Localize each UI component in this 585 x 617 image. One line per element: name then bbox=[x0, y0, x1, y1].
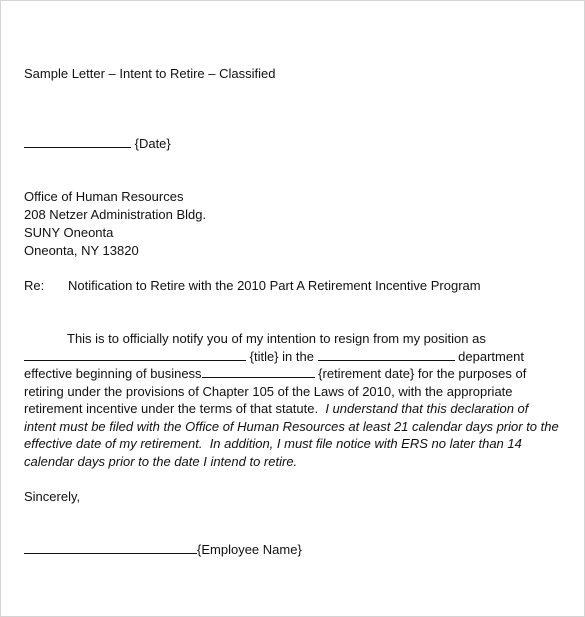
body-line-8: calendar days prior to the date I intend to retire. bbox=[24, 454, 298, 469]
signature-line bbox=[24, 541, 302, 559]
body-line-1: This is to officially notify you of my intention to resign from my position as bbox=[67, 331, 486, 346]
retirement-date-label: {retirement date} bbox=[314, 366, 415, 381]
body-line-6: intent must be filed with the Office of Human Resources at least 21 calendar days prior to the bbox=[24, 419, 559, 434]
department-label: department bbox=[454, 349, 524, 364]
department-blank bbox=[318, 348, 455, 361]
title-blank bbox=[24, 348, 246, 361]
date-label: {Date} bbox=[131, 136, 171, 151]
letter-heading: Sample Letter – Intent to Retire – Classified bbox=[24, 66, 276, 81]
statute-text: retirement incentive under the terms of that statute. bbox=[24, 401, 326, 416]
title-field-label: {title} in the bbox=[246, 349, 318, 364]
body-line-2 bbox=[24, 348, 524, 366]
retirement-date-blank bbox=[202, 365, 315, 378]
signature-label: {Employee Name} bbox=[197, 542, 302, 557]
address-line-2: 208 Netzer Administration Bldg. bbox=[24, 207, 207, 222]
body-line-7: effective date of my retirement. In addition, I must file notice with ERS no later than 14 bbox=[24, 436, 522, 451]
body-line-5 bbox=[24, 400, 528, 418]
effective-text: effective beginning of business bbox=[24, 366, 202, 381]
date-line bbox=[24, 135, 171, 153]
signature-blank bbox=[24, 541, 197, 554]
address-line-4: Oneonta, NY 13820 bbox=[24, 243, 139, 258]
subject-line bbox=[24, 277, 481, 295]
body-line-4: retiring under the provisions of Chapter 105 of the Laws of 2010, with the appropriate bbox=[24, 384, 513, 399]
address-line-1: Office of Human Resources bbox=[24, 189, 184, 204]
declaration-text: I understand that this declaration of bbox=[325, 401, 529, 416]
purposes-text: for the purposes of bbox=[414, 366, 527, 381]
subject-re-label: Re: bbox=[24, 278, 45, 293]
closing: Sincerely, bbox=[24, 489, 81, 504]
address-line-3: SUNY Oneonta bbox=[24, 225, 114, 240]
subject-text: Notification to Retire with the 2010 Part A Retirement Incentive Program bbox=[68, 278, 481, 293]
body-line-3 bbox=[24, 365, 526, 383]
date-blank bbox=[24, 135, 131, 148]
